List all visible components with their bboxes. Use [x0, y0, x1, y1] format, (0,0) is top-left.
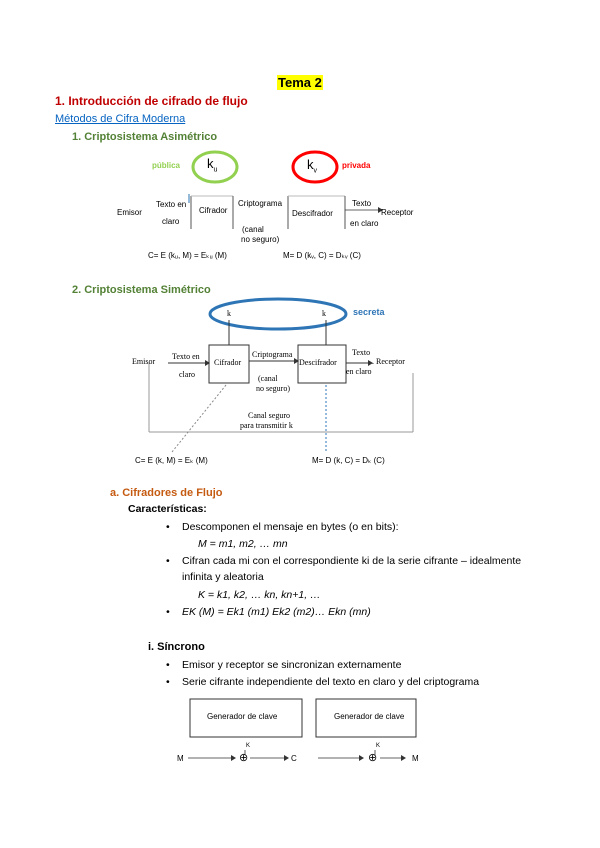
heading-symmetric: 2. Criptosistema Simétrico — [72, 284, 211, 296]
bullet-ek: • EK (M) = Ek1 (m1) Ek2 (m2)… Ekn (mn) — [182, 606, 371, 618]
flow-m-in: M — [177, 754, 184, 763]
caracteristicas-label: Características: — [128, 503, 207, 515]
sym-receptor: . Receptor — [372, 357, 405, 366]
private-label: privada — [342, 161, 371, 170]
asym-formula-m: M= D (kᵥ, C) = Dₖᵥ (C) — [283, 251, 361, 260]
sym-texto-en: Texto en — [172, 352, 200, 361]
flow-m-out: M — [412, 754, 419, 763]
sym-claro: claro — [179, 370, 195, 379]
heading-cifradores-flujo: a. Cifradores de Flujo — [110, 487, 223, 499]
bullet-cifran-cont: infinita y aleatoria — [182, 571, 264, 583]
kv-symbol: $k_v$ — [307, 157, 317, 175]
asym-receptor: Receptor — [381, 208, 414, 217]
bullet-serie-independiente: • Serie cifrante independiente del texto en claro y del criptograma — [182, 676, 479, 688]
heading-asymmetric: 1. Criptosistema Asimétrico — [72, 131, 218, 143]
sym-en-claro: en claro — [346, 367, 372, 376]
xor-left-icon: ⊕ — [239, 752, 249, 764]
sym-k-left: k — [227, 309, 231, 318]
sym-no-seguro: no seguro) — [256, 384, 290, 393]
ku-symbol: $k_u$ — [207, 156, 218, 174]
sym-cifrador: Cifrador — [214, 358, 242, 367]
xor-right-icon: ⊕ — [368, 752, 378, 764]
asym-texto-en: Texto en — [156, 200, 187, 209]
secret-label: secreta — [353, 307, 385, 317]
bullet-descomponen: • Descomponen el mensaje en bytes (o en bits): — [182, 521, 399, 533]
sym-emisor: Emisor — [132, 357, 156, 366]
section-heading-intro: 1. Introducción de cifrado de flujo — [55, 94, 248, 108]
asym-emisor: Emisor — [117, 208, 142, 217]
flow-c-out: C — [291, 754, 297, 763]
asym-formula-c: C= E (kᵤ, M) = Eₖᵤ (M) — [148, 251, 227, 260]
flow-k-left: K — [246, 743, 251, 749]
asym-canal: (canal — [242, 225, 264, 234]
flow-k-right: K — [376, 743, 381, 749]
sym-texto: Texto — [352, 348, 371, 357]
asym-cifrador: Cifrador — [199, 206, 228, 215]
sym-formula-c: C= E (k, M) = Eₖ (M) — [135, 456, 208, 465]
heading-sincrono: i. Síncrono — [148, 641, 205, 653]
asym-texto: Texto — [352, 199, 372, 208]
key-generator-right: Generador de clave — [334, 712, 405, 721]
formula-k-sequence: K = k1, k2, … kn, kn+1, … — [198, 589, 321, 601]
asym-descifrador: Descifrador — [292, 209, 333, 218]
asym-claro: claro — [162, 217, 180, 226]
bullet-cifran: • Cifran cada mi con el correspondiente ki de la serie cifrante – idealmente — [182, 555, 521, 567]
key-generator-left: Generador de clave — [207, 712, 278, 721]
asym-en-claro: en claro — [350, 219, 379, 228]
sym-descifrador: Descifrador — [299, 358, 337, 367]
asym-criptograma: Criptograma — [238, 199, 283, 208]
sym-k-right: k — [322, 309, 326, 318]
sym-formula-m: M= D (k, C) = Dₖ (C) — [312, 456, 385, 465]
asym-no-seguro: no seguro) — [241, 235, 280, 244]
sym-criptograma: Criptograma — [252, 350, 293, 359]
sym-canal: (canal — [258, 374, 278, 383]
formula-m-sequence: M = m1, m2, … mn — [198, 538, 288, 550]
sym-para-transmitir: para transmitir k — [240, 421, 293, 430]
page-title: Tema 2 — [278, 75, 322, 90]
sym-canal-seguro: Canal seguro — [248, 411, 290, 420]
link-metodos-cifra[interactable]: Métodos de Cifra Moderna — [55, 113, 186, 125]
public-label: pública — [152, 161, 181, 170]
bullet-sincronizan: • Emisor y receptor se sincronizan externamente — [182, 659, 401, 671]
